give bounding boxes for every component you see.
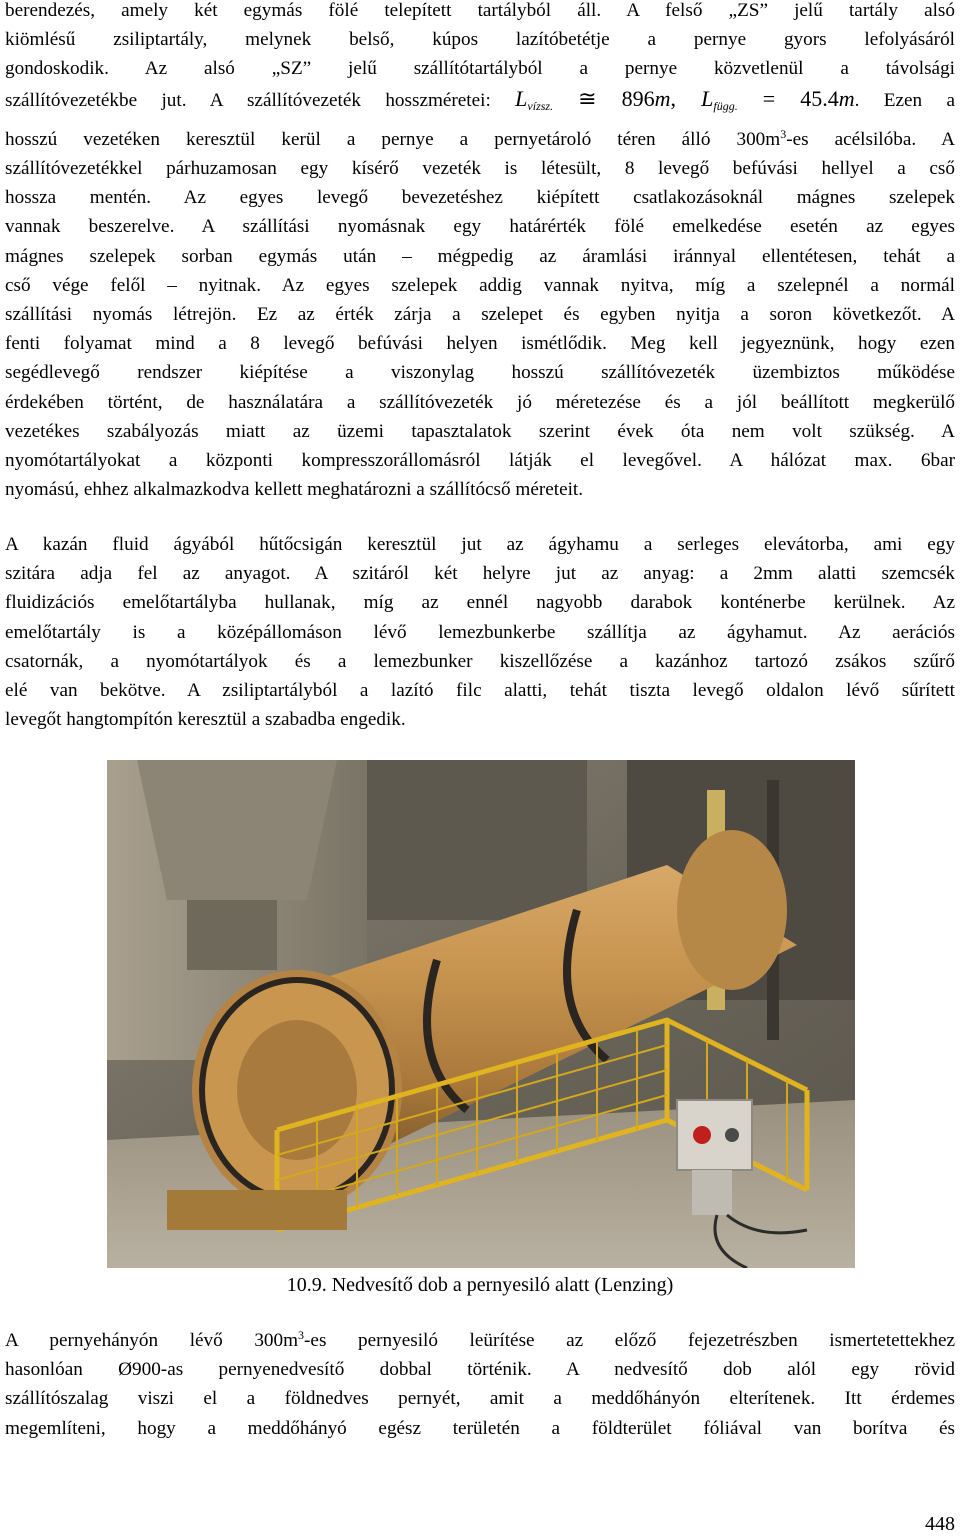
text-line: levegőt hangtompítón keresztül a szabadba engedik.: [5, 709, 406, 731]
text-line: A kazán fluid ágyából hűtőcsigán keresztül jut az ágyhamu a serleges elevátorba, ami egy: [5, 534, 955, 555]
text-line: hossza mentén. Az egyes levegő bevezetéshez kiépített csatlakozásoknál mágnes szelepek: [5, 187, 955, 209]
text-line: nyomótartályokat a központi kompresszorállomásról látják el levegővel. A hálózat max. 6bar: [5, 450, 955, 472]
text-line: cső vége felől – nyitnak. Az egyes szelepek addig vannak nyitva, míg a szelepnél a normál: [5, 274, 955, 296]
paragraph-2: [5, 530, 955, 734]
paragraph-1: [5, 0, 955, 504]
text-line: vannak beszerelve. A szállítási nyomásnak egy határérték fölé emelkedése esetén az egyes: [5, 216, 955, 238]
text-line: szállítószalag viszi el a földnedves pernyét, amit a meddőhányón elterítenek. Itt érdemes: [5, 1388, 955, 1410]
text-line: fenti folyamat mind a 8 levegő befúvási helyen ismétlődik. Meg kell jegyeznünk, hogy ezen: [5, 333, 955, 355]
text-line: csatornák, a nyomótartályok és a lemezbunker kiszellőzése a kazánhoz tartozó zsákos szűrő: [5, 650, 955, 672]
text-line: szállítási nyomás létrejön. Ez az érték zárja a szelepet és egyben nyitja a soron következőt. A: [5, 304, 955, 326]
text-line: szállítóvezetékkel párhuzamosan egy kísérő vezeték is létesült, 8 levegő befúvási hellyel a cső: [5, 158, 955, 180]
text-line: gondoskodik. Az alsó „SZ” jelű szállítótartályból a pernye közvetlenül a távolsági: [5, 58, 955, 80]
text-line: berendezés, amely két egymás fölé telepített tartályból áll. A felső „ZS” jelű tartály alsó: [5, 0, 955, 21]
figure-caption: 10.9. Nedvesítő dob a pernyesiló alatt (Lenzing): [286, 1274, 674, 1296]
moistening-drum-illustration: [107, 760, 855, 1268]
paragraph-3: [5, 1326, 955, 1443]
text-line: A pernyehányón lévő $300m^3-es$ pernyesiló leürítése az előző fejezetrészben ismertetettekhez: [5, 1328, 955, 1351]
text-line: hasonlóan Ø900-as pernyenedvesítő dobbal történik. A nedvesítő dob alól egy rövid: [5, 1359, 955, 1381]
text-fragment: szállítóvezetékbe jut. A szállítóvezeték hosszméretei:: [5, 89, 491, 111]
formula-line: [5, 84, 955, 121]
text-line: szitára adja fel az anyagot. A szitáról két helyre jut az anyag: a 2mm alatti szemcsék: [5, 563, 955, 585]
drum-photo: [107, 760, 855, 1268]
text-line: kiömlésű zsiliptartály, melynek belső, kúpos lazítóbetétje a pernye gyors lefolyásáról: [5, 29, 955, 51]
page-number: 448: [925, 1513, 955, 1535]
text-fragment: . Ezen a: [854, 89, 956, 111]
length-formula: $L_{vízsz.}$ ≅ 896m, $L_{függ.} = 45.4m$: [515, 85, 855, 113]
text-line: vezetékes szabályozás miatt az üzemi tapasztalatok szerint évek óta nem volt szükség. A: [5, 420, 955, 442]
text-line: elé van bekötve. A zsiliptartályból a lazító filc alatti, tehát tiszta levegő oldalon lévő sűrített: [5, 680, 955, 702]
text-line: segédlevegő rendszer kiépítése a viszonylag hosszú szállítóvezeték üzembiztos működése: [5, 362, 955, 384]
text-line: megemlíteni, hogy a meddőhányó egész területén a földterület fóliával van borítva és: [5, 1417, 955, 1439]
text-line: nyomású, ehhez alkalmazkodva kellett meghatározni a szállítócső méreteit.: [5, 479, 584, 501]
text-line: érdekében történt, de használatára a szállítóvezeték jó méretezése és a jól beállított megkerülő: [5, 391, 955, 413]
text-line: mágnes szelepek sorban egymás után – mégpedig az áramlási iránnyal ellentétesen, tehát a: [5, 245, 955, 267]
text-line: hosszú vezetéken keresztül kerül a pernye a pernyetároló téren álló $300m^3-es$ acélsilóba. A: [5, 126, 955, 150]
text-line: emelőtartály is a középállomáson lévő lemezbunkerbe szállítja az ágyhamut. Az aerációs: [5, 621, 955, 643]
text-line: fluidizációs emelőtartályba hullanak, míg az ennél nagyobb darabok konténerbe kerülnek. Az: [5, 592, 955, 614]
